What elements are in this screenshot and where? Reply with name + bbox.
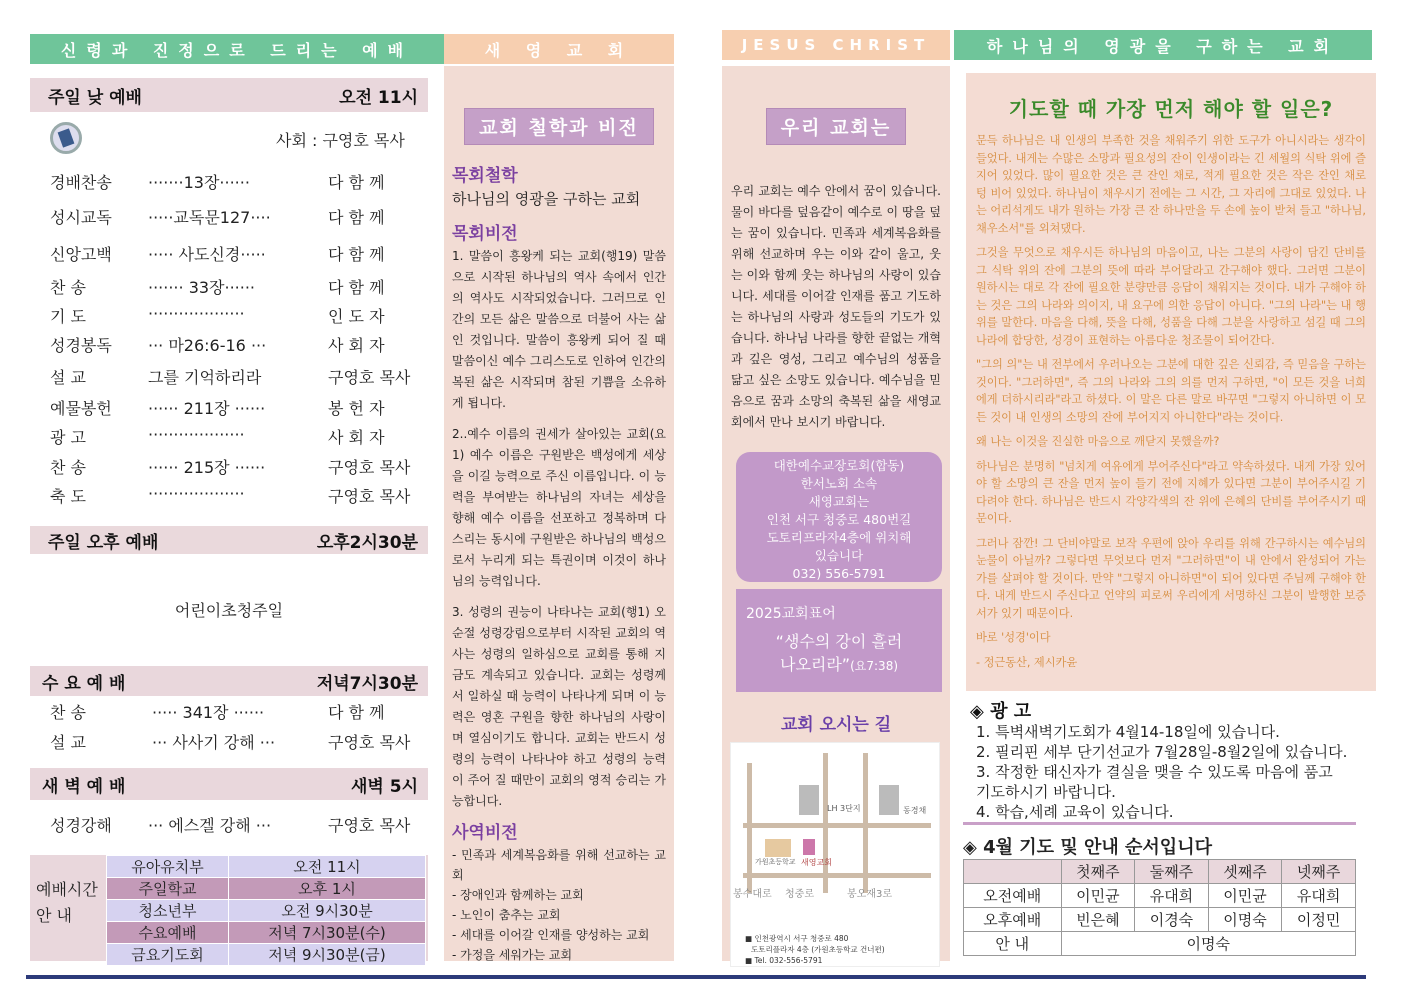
list-item: - 민족과 세계복음화를 위해 선교하는 교회 <box>452 848 666 882</box>
sunday-am-time: 오전 11시 <box>339 87 418 108</box>
order-leader: 다 함 께 <box>328 278 385 297</box>
order-name: 설 교 <box>50 733 86 752</box>
order-name: 신앙고백 <box>50 245 112 264</box>
order-row <box>30 333 428 359</box>
map-label-road3: 봉오재3로 <box>847 889 893 900</box>
list-item: - 노인이 춤추는 교회 <box>452 908 561 922</box>
order-leader: 다 함 께 <box>328 703 385 722</box>
schedule-label-line1: 예배시간 <box>36 880 98 899</box>
schedule-table <box>106 855 426 966</box>
service-schedule <box>30 855 428 964</box>
list-item: 1. 특벽새벽기도회가 4월14-18일에 있습니다. <box>976 723 1280 741</box>
motto-label: 2025교회표어 <box>746 606 836 622</box>
order-leader: 사 회 자 <box>328 336 385 355</box>
table-row <box>107 900 426 922</box>
map-label-road1: 봉수대로 <box>733 889 772 900</box>
order-row <box>30 365 428 391</box>
order-name: 축 도 <box>50 487 86 506</box>
essay-paragraph: 왜 나는 이것을 진실한 마음으로 깨닫지 못했을까? <box>976 435 1220 448</box>
schedule-dept: 청소년부 <box>107 900 229 922</box>
notice-title: ◈ 광 고 <box>970 701 1032 722</box>
order-detail: ·······13장······ <box>148 173 250 192</box>
order-row <box>30 170 428 196</box>
header-band-jesus: JESUS CHRIST <box>722 30 950 60</box>
worship-order-column <box>30 78 428 848</box>
table-row <box>107 944 426 966</box>
order-row <box>30 425 428 451</box>
schedule-label <box>36 877 102 929</box>
schedule-time: 저녁 9시30분(금) <box>229 944 426 966</box>
map-label-dong: 동경채 <box>903 806 927 815</box>
map-label-road2: 청중로 <box>785 889 814 900</box>
dong-building-icon <box>879 785 899 815</box>
order-detail: ··· 에스겔 강해 ··· <box>148 816 272 835</box>
order-detail: ··················· <box>148 484 245 503</box>
sermon-title: 그를 기억하리라 <box>148 368 262 387</box>
schedule-time: 오전 9시30분 <box>229 900 426 922</box>
about-text: 우리 교회는 예수 안에서 꿈이 있습니다. 물이 바다를 덮음같이 예수로 이 땅을 덮는 꿈이 있습니다. 민족과 세계복음화를 위해 선교하며 우는 이와 같이 울고, 웃는 이와 함께 웃는 하나님의 사랑이 있습니다. 세대를 이어갈 인재를 품고 기도하는 하나님의 사랑과 성도들의 기도가 있습니다. 하나님 나라를 향한 끝없는 개혁과 깊은 영성, 그리고 예수님의 성품을 닮고 싶은 소망도 있습니다. 예수님을 믿음으로 꿈과 소망의 축복된 삶을 새영교회에서 만나 보시기 바랍니다. <box>731 184 941 429</box>
header-band-motto: 하나님의 영광을 구하는 교회 <box>954 30 1372 60</box>
dawn-bar <box>30 768 428 800</box>
philosophy-tag: 교회 철학과 비전 <box>464 108 654 145</box>
order-detail: ··· 사사기 강해 ··· <box>152 733 276 752</box>
order-name: 광 고 <box>50 428 86 447</box>
info-line: 인천 서구 청중로 480번길 <box>766 512 912 527</box>
ministry-list <box>444 845 674 965</box>
order-detail: ·····교독문127···· <box>148 208 271 227</box>
sunday-pm-title: 주일 오후 예배 <box>48 532 159 553</box>
directions-heading: 교회 오시는 길 <box>780 715 892 735</box>
wednesday-time: 저녁7시30분 <box>316 673 418 694</box>
essay-source: - 정근동산, 제시카윤 <box>976 655 1078 669</box>
essay-paragraph: 하나님은 분명히 "넘치게 여유에게 부어주신다"라고 약속하셨다. 내게 가장 있어야 할 소망의 큰 잔을 먼저 높이 들기 전에 지혜가 있다면 그분이 부어주시길 기다려야 한다. 하나님은 반드시 각양각색의 잔 위에 은혜의 단비를 부어주시기 때문이다. <box>976 459 1366 525</box>
essay-paragraph: 바로 '성경'이다 <box>976 631 1051 644</box>
schedule-time: 오전 11시 <box>229 856 426 878</box>
list-item: 4. 학습,세례 교육이 있습니다. <box>976 803 1174 821</box>
map-road-v1 <box>747 763 752 893</box>
sunday-am-bar <box>30 78 428 112</box>
order-row <box>30 205 428 231</box>
order-row <box>30 242 428 268</box>
schedule-label-line2: 안 내 <box>36 906 72 925</box>
essay-paragraph: "그의 의"는 내 전부에서 우러나오는 그분에 대한 깊은 신뢰감, 즉 믿음을 구하는 것이다. "그러하면", 즉 그의 나라와 그의 의를 먼저 구하면, "이 모든 것을 너희에게 더하시리라"라고 하셨다. 이 말은 다른 말로 바꾸면 "그렇지 아니하면 이 모든 것이 내 인생의 소망의 잔에 부어지지 아니한다"라는 것이다. <box>976 358 1366 424</box>
header-band-church-name: 새 영 교 회 <box>444 34 674 64</box>
info-line: 032) 556-5791 <box>792 566 886 581</box>
map-road-v3 <box>863 753 868 893</box>
motto-line1: “생수의 강이 흘러 <box>775 632 903 651</box>
order-row <box>30 455 428 481</box>
table-row: 첫째주 둘째주 셋째주 넷째주 <box>964 860 1356 884</box>
info-line: 새영교회는 <box>808 494 870 509</box>
table-row: 안 내 이명숙 <box>964 932 1356 956</box>
table-row: 오전예배 이민균 유대희 이민균 유대희 <box>964 884 1356 908</box>
lh-building-icon <box>799 785 819 815</box>
motto-line2: 나오리라” <box>779 655 851 674</box>
map-label-school: 가원초등학교 <box>755 858 796 866</box>
order-row <box>30 484 428 510</box>
order-leader: 봉 헌 자 <box>328 399 385 418</box>
list-item: 2. 필리핀 세부 단기선교가 7월28일-8월2일에 있습니다. <box>976 743 1348 761</box>
church-building-icon <box>803 839 815 855</box>
order-detail: ··················· <box>148 304 245 323</box>
map-label-lh: LH 3단지 <box>827 804 861 813</box>
sunday-pm-time: 오후2시30분 <box>316 532 418 553</box>
table-row <box>107 922 426 944</box>
order-detail: ····· 사도신경····· <box>148 245 266 264</box>
essay-paragraph: 그것을 무엇으로 채우시든 하나님의 마음이고, 나는 그분의 사랑이 담긴 단비를 그 식탁 위의 잔에 그분의 뜻에 따라 부어달라고 간구해야 했다. 그러면 그분이 원하시는 대로 각 잔에 필요한 분량만큼 응답이 채워지는 것이다. 내가 구해야 하는 것은 그의 나라와 의이지, 내 요구에 의한 응답이 아니다. "그의 나라"는 내 행위를 말한다. 마음을 다해, 뜻을 다해, 성품을 다해 그분을 사랑하고 섬길 때 그의 나라에 합당한, 성경이 표현하는 아름다운 청조물이 되어간다. <box>976 246 1366 347</box>
notice-list <box>976 722 1368 822</box>
order-row <box>30 730 428 756</box>
order-leader: 구영호 목사 <box>328 816 411 835</box>
order-leader: 다 함 께 <box>328 245 385 264</box>
about-tag: 우리 교회는 <box>766 108 906 145</box>
dawn-title: 새 벽 예 배 <box>42 776 126 797</box>
schedule-dept: 수요예배 <box>107 922 229 944</box>
list-item: 3. 작정한 태신자가 결실을 맺을 수 있도록 마음에 품고 <box>976 763 1333 781</box>
map-road-h2 <box>743 873 931 878</box>
order-name: 찬 송 <box>50 278 86 297</box>
order-row <box>30 813 428 839</box>
info-line: 도토리프라자4층에 위치해 <box>766 530 912 545</box>
order-name: 설 교 <box>50 368 86 387</box>
map-label-church: 새영교회 <box>801 858 832 867</box>
map-road-v2 <box>823 753 828 893</box>
essay-paragraph: 그러나 잠깐! 그 단비야말로 보작 우편에 앉아 우리를 위해 간구하시는 예수님의 눈물이 아닐까? 그렇다면 무엇보다 먼저 "그러하면"이 내 안에서 완성되어 가는가를 살펴야 할 것이다. 만약 "그렇지 아니하면"이 되어 있다면 주님께 구해야 한다. 내게 반드시 주신다고 언약의 피로써 우리에게 서명하신 그분이 발행한 보증서가 있기 때문이다. <box>976 536 1366 620</box>
vision-1: 1. 말씀이 흥왕케 되는 교회(행19) 말씀으로 시작된 하나님의 역사 속에서 인간의 역사도 시작되었습니다. 그러므로 인간의 모든 삶은 말씀으로 더불어 사는 삶인 것입니다. 말씀이 흥왕케 되어 질 때 말씀이신 예수 그리스도로 인하여 인간의 복된 삶은 시작되며 참된 기쁨을 소유하게 됩니다. <box>452 249 666 410</box>
order-name: 기 도 <box>50 307 86 326</box>
order-leader: 다 함 께 <box>328 208 385 227</box>
order-detail: ······ 215장 ······ <box>148 458 266 477</box>
info-line: 한서노회 소속 <box>800 476 878 491</box>
order-detail: ······· 33장······ <box>148 278 256 297</box>
motto-box <box>736 589 942 692</box>
order-name: 성경봉독 <box>50 336 112 355</box>
church-info-box <box>736 452 942 582</box>
philosophy-column <box>444 66 674 961</box>
ministry-heading: 사역비전 <box>452 823 518 843</box>
order-detail: ··· 마26:6-16 ··· <box>148 336 267 355</box>
vision-3: 3. 성령의 권능이 나타나는 교회(행1) 오순절 성령강림으로부터 시작된 교회의 역사는 성령의 일하심으로 교회를 통해 지금도 계속되고 있습니다. 교회는 성령께서 일하실 때 능력이 나타나게 되며 이 능력은 영혼 구원을 향한 하나님의 사랑이며 열심이기도 합니다. 교회는 반드시 성령의 능력이 나타나야 하고 성령의 능력이 주어 질 때만이 교회의 영적 승리는 가능합니다. <box>452 605 666 808</box>
order-row <box>30 396 428 422</box>
essay-title: 기도할 때 가장 먼저 해야 할 일은? <box>1008 97 1334 121</box>
dawn-time: 새벽 5시 <box>350 776 418 797</box>
order-leader: 구영호 목사 <box>328 458 411 477</box>
vision-2: 2..예수 이름의 권세가 살아있는 교회(요1) 예수 이름은 구원받은 백성에게 세상을 이길 능력으로 주신 이름입니다. 이 능력을 부여받는 하나님의 자녀는 세상을 향해 예수 이름을 선포하고 정복하며 다스리는 동시에 구원받은 하나님의 백성으로서 누리게 되는 특권이며 이것이 하나님의 능력입니다. <box>452 427 666 588</box>
order-leader: 사 회 자 <box>328 428 385 447</box>
host-row <box>30 128 428 154</box>
order-detail: ··················· <box>148 425 245 444</box>
list-item: - 가정을 세워가는 교회 <box>452 948 573 962</box>
list-item: 기도하시기 바랍니다. <box>976 783 1116 801</box>
school-building-icon <box>765 839 791 857</box>
sunday-pm-bar <box>30 526 428 554</box>
table-row <box>107 878 426 900</box>
order-leader: 다 함 께 <box>328 173 385 192</box>
order-name: 성경강해 <box>50 816 112 835</box>
list-item: - 세대를 이어갈 인재를 양성하는 교회 <box>452 928 650 942</box>
prayer-title: ◈ 4월 기도 및 안내 순서입니다 <box>963 822 1356 859</box>
motto-reference: (요7:38) <box>850 659 899 673</box>
info-line: 있습니다 <box>814 548 864 563</box>
map-road-h <box>743 823 931 828</box>
order-name: 예물봉헌 <box>50 399 112 418</box>
wednesday-bar <box>30 666 428 696</box>
info-line: 대한예수교장로회(합동) <box>773 458 905 473</box>
bottom-divider <box>26 975 1366 979</box>
list-item: - 장애인과 함께하는 교회 <box>452 888 584 902</box>
order-leader: 구영호 목사 <box>328 733 411 752</box>
map-phone: ■ Tel. 032-556-5791 <box>745 956 823 965</box>
order-name: 찬 송 <box>50 458 86 477</box>
sunday-pm-program: 어린이초청주일 <box>174 601 284 620</box>
header-band-worship: 신령과 진정으로 드리는 예배 <box>30 34 444 64</box>
order-name: 경배찬송 <box>50 173 112 192</box>
schedule-dept: 유아유치부 <box>107 856 229 878</box>
philosophy-statement: 하나님의 영광을 구하는 교회 <box>452 190 641 208</box>
wednesday-title: 수 요 예 배 <box>42 673 126 694</box>
philosophy-heading: 목회철학 <box>452 166 518 186</box>
map-address-line1: ■ 인천광역시 서구 청중로 480 <box>745 934 849 943</box>
order-name: 찬 송 <box>50 703 86 722</box>
table-row <box>107 856 426 878</box>
map-panel <box>730 742 940 967</box>
prayer-table <box>963 859 1356 956</box>
order-row <box>30 700 428 726</box>
order-leader: 구영호 목사 <box>328 487 411 506</box>
order-detail: ····· 341장 ······ <box>152 703 265 722</box>
essay-panel <box>966 73 1376 691</box>
sunday-am-title: 주일 낮 예배 <box>48 87 142 108</box>
schedule-dept: 주일학교 <box>107 878 229 900</box>
order-leader: 구영호 목사 <box>328 368 411 387</box>
order-name: 성시교독 <box>50 208 112 227</box>
schedule-time: 오후 1시 <box>229 878 426 900</box>
order-row <box>30 304 428 330</box>
order-row <box>30 275 428 301</box>
vision-heading: 목회비전 <box>452 224 518 244</box>
map-address <box>745 933 885 966</box>
table-row: 오후예배 빈은혜 이경숙 이명숙 이정민 <box>964 908 1356 932</box>
essay-paragraph: 문득 하나님은 내 인생의 부족한 것을 채워주기 위한 도구가 아니시라는 생각이 들었다. 내게는 수많은 소망과 필요성의 잔이 인생이라는 긴 세월의 식탁 위에 즐지어 있었다. 많이 필요한 것은 큰 잔인 채로, 적게 필요한 것은 작은 잔인 채로 텅 비어 있었다. 하나님이 채우시기 전에는 그 시간, 그 자리에 그대로 있었다. 나는 어리석게도 내가 원하는 가장 큰 잔 하나만을 두 손에 높이 받쳐 들고 "하나님, 채우소서"를 외쳐댔다. <box>976 134 1366 235</box>
schedule-dept: 금요기도회 <box>107 944 229 966</box>
order-leader: 인 도 자 <box>328 307 385 326</box>
host-text: 사회 : 구영호 목사 <box>276 131 405 150</box>
schedule-time: 저녁 7시30분(수) <box>229 922 426 944</box>
map-address-line2: 도토리플라자 4층 (가원초등학교 건너편) <box>751 945 885 954</box>
order-detail: ······ 211장 ······ <box>148 399 266 418</box>
